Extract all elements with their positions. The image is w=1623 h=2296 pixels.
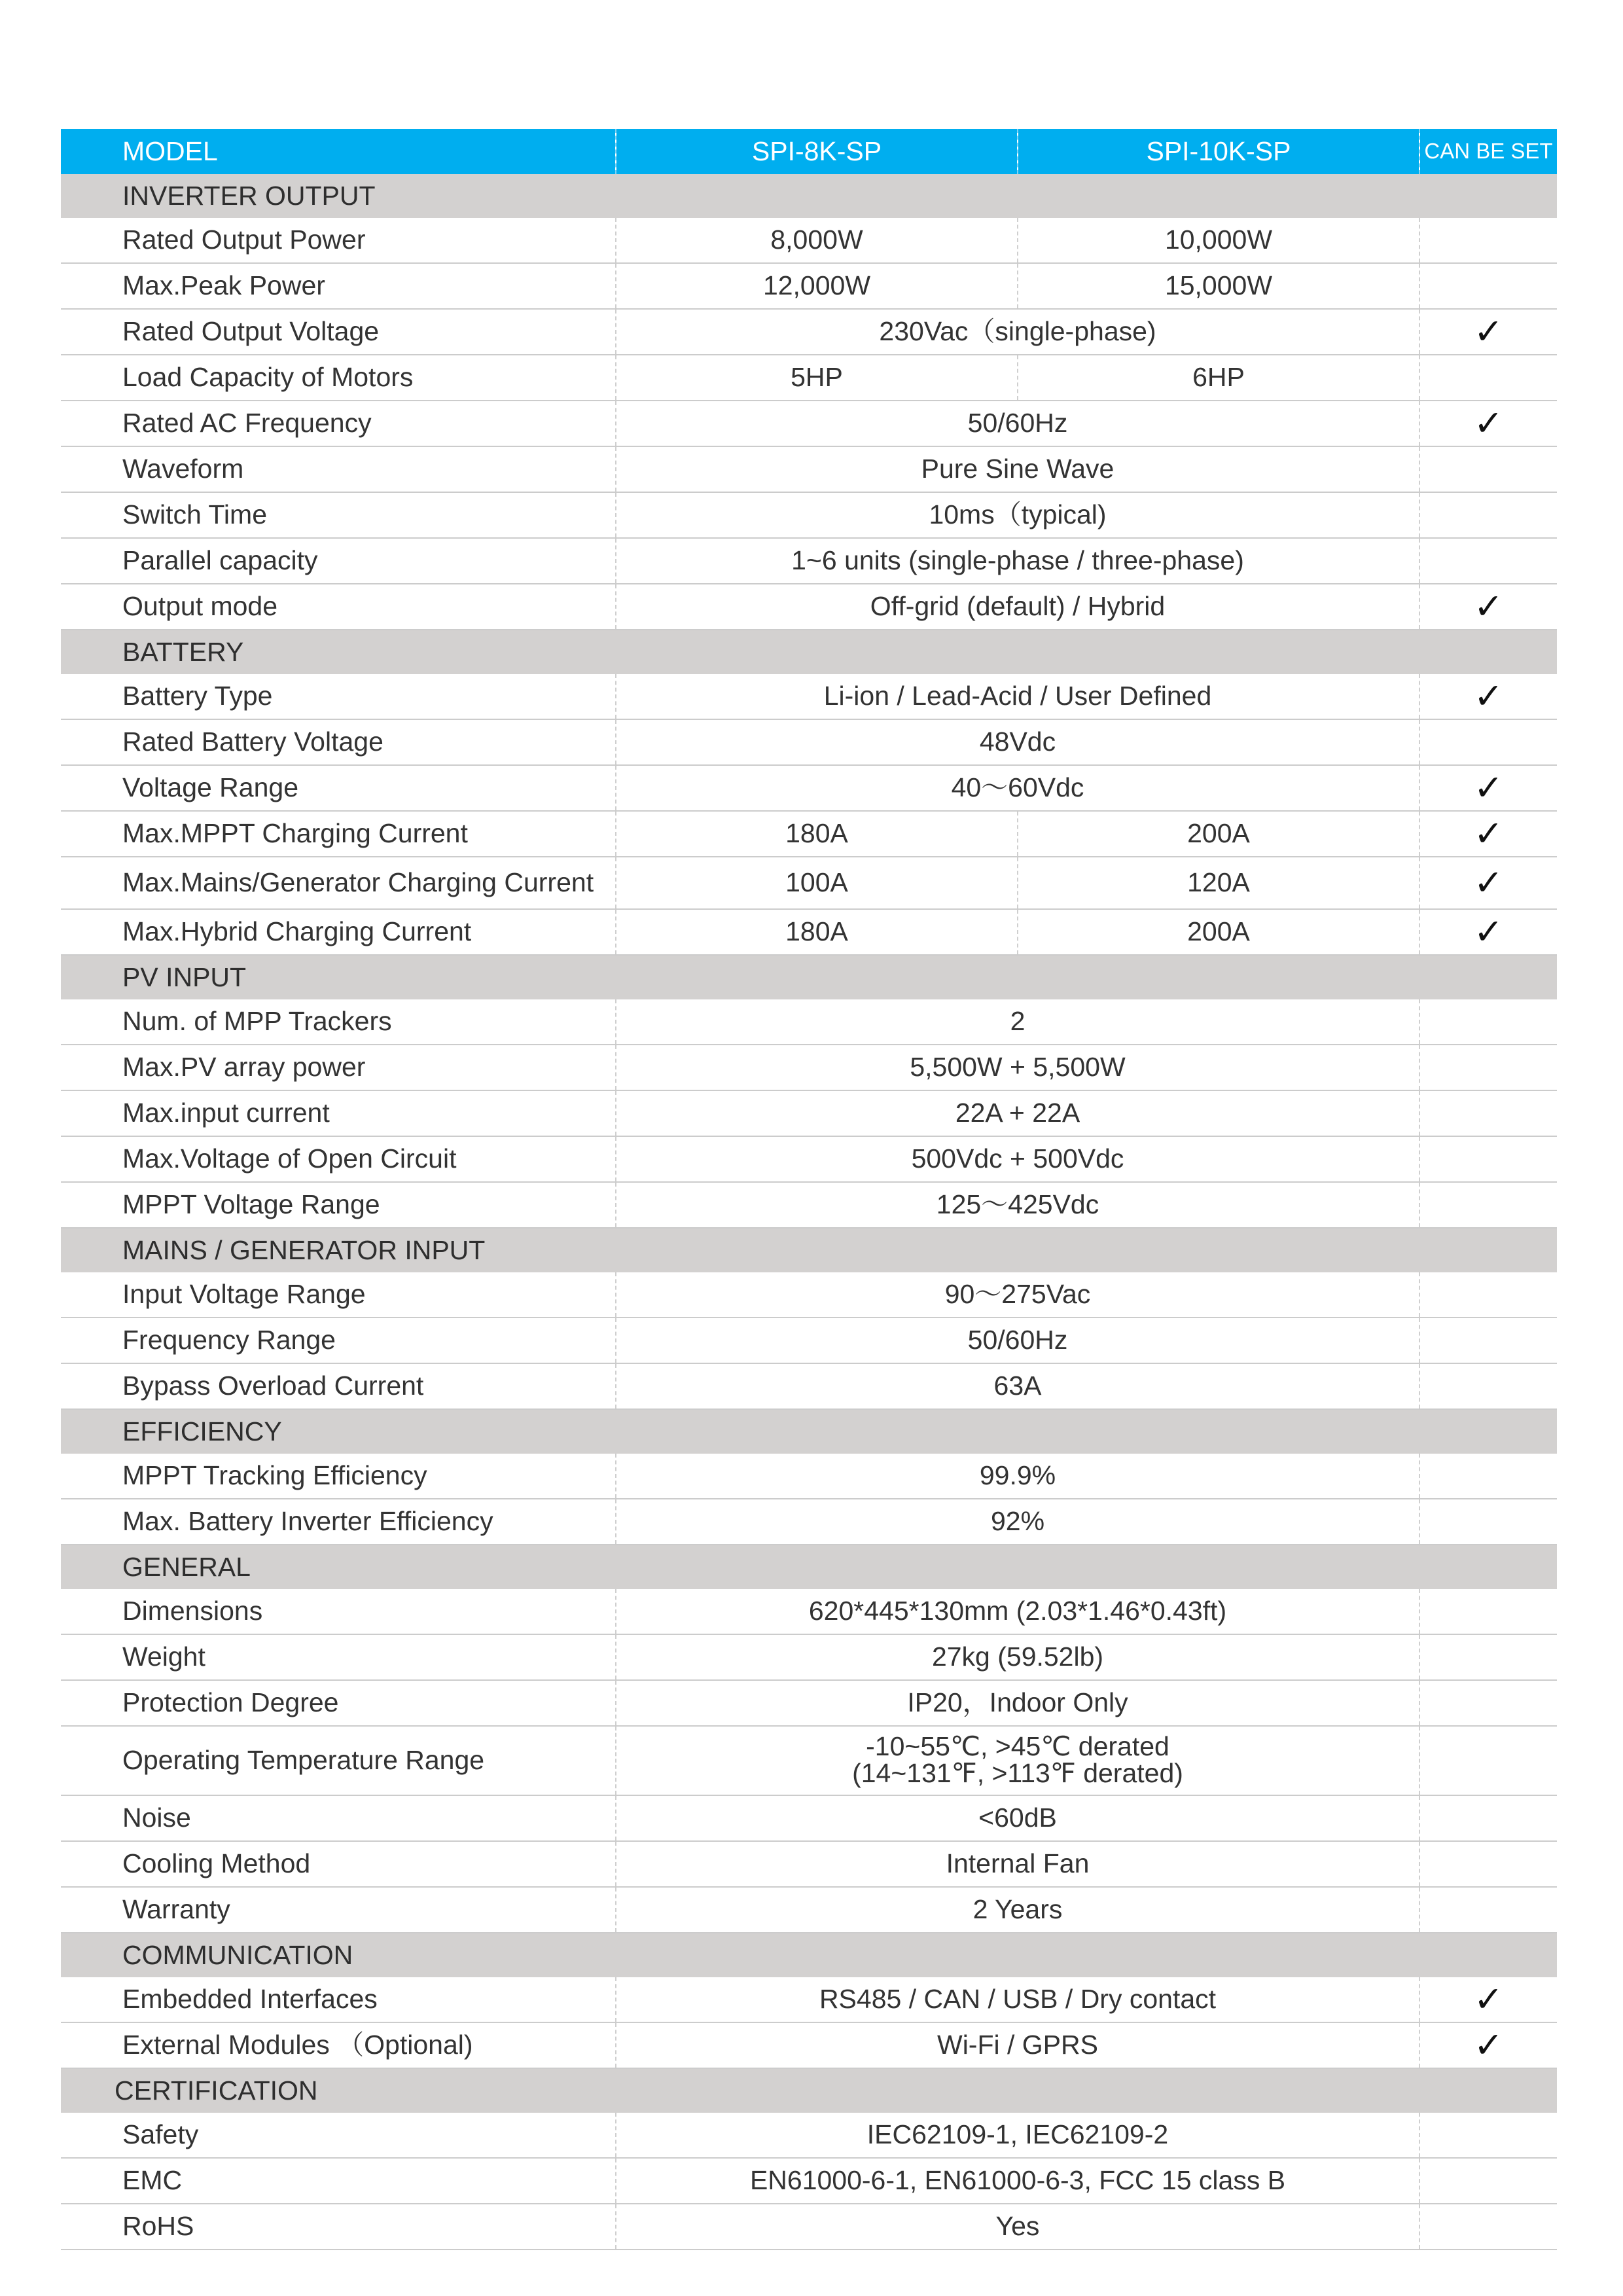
- spec-value-spi-10k-sp: 10,000W: [1018, 218, 1419, 263]
- spec-value: [616, 1136, 1419, 1182]
- spec-row: [61, 1977, 1557, 2022]
- spec-row: [61, 1887, 1557, 1933]
- spec-value-text: 40～60Vdc: [951, 772, 1084, 803]
- spec-label: MPPT Voltage Range: [61, 1182, 616, 1228]
- section-title: COMMUNICATION: [61, 1933, 1557, 1977]
- spec-value-text: 90～275Vac: [944, 1279, 1091, 1310]
- can-be-set-cell: [1419, 1045, 1557, 1090]
- spec-value-text: 1~6 units (single-phase / three-phase): [791, 545, 1244, 576]
- spec-row: [61, 1499, 1557, 1545]
- spec-value: [616, 1499, 1419, 1545]
- spec-value-text: 620*445*130mm (2.03*1.46*0.43ft): [808, 1596, 1227, 1626]
- spec-value: [616, 1182, 1419, 1228]
- can-be-set-cell: [1419, 1318, 1557, 1363]
- spec-value: [616, 1680, 1419, 1726]
- can-be-set-cell: [1419, 2204, 1557, 2250]
- can-be-set-cell: [1419, 1680, 1557, 1726]
- spec-label: Safety: [61, 2113, 616, 2158]
- can-be-set-cell: [1419, 2113, 1557, 2158]
- spec-value-spi-8k-sp: 180A: [616, 909, 1018, 955]
- spec-value: [616, 1454, 1419, 1499]
- checkmark-icon: ✓: [1473, 2024, 1504, 2066]
- section-title: PV INPUT: [61, 955, 1557, 999]
- spec-value-text: Pure Sine Wave: [921, 454, 1115, 484]
- can-be-set-cell: [1419, 1136, 1557, 1182]
- spec-row: [61, 1680, 1557, 1726]
- section-title: MAINS / GENERATOR INPUT: [61, 1228, 1557, 1272]
- spec-row: [61, 1363, 1557, 1409]
- can-be-set-cell: [1419, 765, 1557, 811]
- spec-label: Parallel capacity: [61, 538, 616, 584]
- spec-label: Max.PV array power: [61, 1045, 616, 1090]
- spec-label: Embedded Interfaces: [61, 1977, 616, 2022]
- spec-row: [61, 811, 1557, 857]
- spec-row: [61, 1841, 1557, 1887]
- spec-value-text: 10ms（typical): [929, 499, 1107, 530]
- can-be-set-cell: [1419, 401, 1557, 446]
- can-be-set-cell: [1419, 719, 1557, 765]
- spec-label: Max.Hybrid Charging Current: [61, 909, 616, 955]
- can-be-set-cell: [1419, 811, 1557, 857]
- spec-value-spi-8k-sp: 5HP: [616, 355, 1018, 401]
- can-be-set-cell: [1419, 1841, 1557, 1887]
- can-be-set-cell: [1419, 538, 1557, 584]
- can-be-set-cell: [1419, 674, 1557, 719]
- spec-value: [616, 1841, 1419, 1887]
- spec-value-text: <60dB: [978, 1803, 1057, 1833]
- spec-value-text: 125～425Vdc: [936, 1189, 1099, 1220]
- spec-value-text: 99.9%: [979, 1460, 1056, 1491]
- spec-value-text: 50/60Hz: [967, 1325, 1068, 1355]
- spec-value: [616, 2113, 1419, 2158]
- spec-table: [61, 129, 1557, 2250]
- can-be-set-cell: [1419, 355, 1557, 401]
- section-row: [61, 1545, 1557, 1589]
- spec-value-text: 5,500W + 5,500W: [910, 1052, 1126, 1083]
- can-be-set-cell: [1419, 1726, 1557, 1795]
- section-row: [61, 174, 1557, 218]
- spec-label: Noise: [61, 1795, 616, 1841]
- spec-label: Output mode: [61, 584, 616, 630]
- spec-label: Protection Degree: [61, 1680, 616, 1726]
- spec-value: [616, 1318, 1419, 1363]
- spec-row: [61, 1090, 1557, 1136]
- section-title: EFFICIENCY: [61, 1409, 1557, 1454]
- spec-row: [61, 857, 1557, 909]
- section-row: [61, 1409, 1557, 1454]
- can-be-set-cell: [1419, 1589, 1557, 1634]
- spec-label: Rated AC Frequency: [61, 401, 616, 446]
- spec-label: External Modules （Optional): [61, 2022, 616, 2068]
- section-title: BATTERY: [61, 630, 1557, 674]
- spec-row: [61, 1182, 1557, 1228]
- spec-label: Max.MPPT Charging Current: [61, 811, 616, 857]
- spec-row: [61, 909, 1557, 955]
- header-model: MODEL: [61, 129, 616, 174]
- spec-value: [616, 1726, 1419, 1795]
- spec-value: [616, 765, 1419, 811]
- spec-label: Load Capacity of Motors: [61, 355, 616, 401]
- spec-value-text: Internal Fan: [946, 1848, 1090, 1879]
- spec-value-spi-8k-sp: 12,000W: [616, 263, 1018, 309]
- spec-value: [616, 999, 1419, 1045]
- spec-row: [61, 1726, 1557, 1795]
- can-be-set-cell: [1419, 1090, 1557, 1136]
- spec-value: [616, 2204, 1419, 2250]
- can-be-set-cell: [1419, 1363, 1557, 1409]
- spec-value-text: Yes: [995, 2211, 1040, 2242]
- spec-label: Bypass Overload Current: [61, 1363, 616, 1409]
- spec-value-spi-10k-sp: 120A: [1018, 857, 1419, 909]
- spec-value: [616, 1795, 1419, 1841]
- checkmark-icon: ✓: [1473, 585, 1504, 627]
- spec-value-spi-8k-sp: 8,000W: [616, 218, 1018, 263]
- spec-label: Num. of MPP Trackers: [61, 999, 616, 1045]
- can-be-set-cell: [1419, 1499, 1557, 1545]
- spec-value-spi-8k-sp: 100A: [616, 857, 1018, 909]
- checkmark-icon: ✓: [1473, 402, 1504, 444]
- can-be-set-cell: [1419, 2158, 1557, 2204]
- section-title: CERTIFICATION: [61, 2068, 1557, 2113]
- spec-row: [61, 355, 1557, 401]
- spec-label: Battery Type: [61, 674, 616, 719]
- spec-value: [616, 1634, 1419, 1680]
- spec-row: [61, 1454, 1557, 1499]
- section-row: [61, 955, 1557, 999]
- spec-value: [616, 674, 1419, 719]
- spec-table-body: [61, 174, 1557, 2250]
- spec-value: [616, 1977, 1419, 2022]
- can-be-set-cell: [1419, 1977, 1557, 2022]
- spec-value-spi-8k-sp: 180A: [616, 811, 1018, 857]
- spec-value: [616, 1045, 1419, 1090]
- can-be-set-cell: [1419, 446, 1557, 492]
- spec-value: [616, 584, 1419, 630]
- spec-row: [61, 1272, 1557, 1318]
- spec-row: [61, 492, 1557, 538]
- spec-value-text: 2: [1010, 1006, 1026, 1037]
- spec-row: [61, 1318, 1557, 1363]
- spec-label: Waveform: [61, 446, 616, 492]
- can-be-set-cell: [1419, 1454, 1557, 1499]
- section-title: GENERAL: [61, 1545, 1557, 1589]
- header-spi-10k-sp: SPI-10K-SP: [1018, 129, 1419, 174]
- spec-label: Rated Output Power: [61, 218, 616, 263]
- spec-value-text: Li-ion / Lead-Acid / User Defined: [823, 681, 1212, 711]
- spec-value-text: 22A + 22A: [955, 1098, 1080, 1128]
- section-row: [61, 2068, 1557, 2113]
- spec-label: Operating Temperature Range: [61, 1726, 616, 1795]
- spec-row: [61, 1589, 1557, 1634]
- spec-value-spi-10k-sp: 15,000W: [1018, 263, 1419, 309]
- section-row: [61, 630, 1557, 674]
- spec-value: [616, 1363, 1419, 1409]
- spec-label: RoHS: [61, 2204, 616, 2250]
- spec-row: [61, 263, 1557, 309]
- header-spi-8k-sp: SPI-8K-SP: [616, 129, 1018, 174]
- spec-label: MPPT Tracking Efficiency: [61, 1454, 616, 1499]
- spec-value-text: IP20，Indoor Only: [907, 1687, 1128, 1718]
- spec-row: [61, 2113, 1557, 2158]
- can-be-set-cell: [1419, 1634, 1557, 1680]
- can-be-set-cell: [1419, 1887, 1557, 1933]
- spec-value-text: 63A: [993, 1371, 1042, 1401]
- spec-value-text: 27kg (59.52lb): [931, 1641, 1104, 1672]
- spec-label: Warranty: [61, 1887, 616, 1933]
- can-be-set-cell: [1419, 1795, 1557, 1841]
- can-be-set-cell: [1419, 999, 1557, 1045]
- section-row: [61, 1933, 1557, 1977]
- spec-value: [616, 309, 1419, 355]
- checkmark-icon: ✓: [1473, 861, 1504, 903]
- spec-value-text: 48Vdc: [979, 726, 1056, 757]
- spec-value: [616, 492, 1419, 538]
- spec-value: [616, 1887, 1419, 1933]
- header-can-be-set: CAN BE SET: [1419, 129, 1557, 174]
- checkmark-icon: ✓: [1473, 910, 1504, 952]
- spec-row: [61, 309, 1557, 355]
- spec-value-text: 2 Years: [972, 1894, 1063, 1925]
- spec-value: [616, 1272, 1419, 1318]
- checkmark-icon: ✓: [1473, 1978, 1504, 2020]
- checkmark-icon: ✓: [1473, 310, 1504, 352]
- spec-row: [61, 674, 1557, 719]
- spec-row: [61, 1045, 1557, 1090]
- spec-label: Rated Output Voltage: [61, 309, 616, 355]
- can-be-set-cell: [1419, 1182, 1557, 1228]
- spec-label: Max.Mains/Generator Charging Current: [61, 857, 616, 909]
- spec-value-text: 230Vac（single-phase): [879, 316, 1156, 347]
- checkmark-icon: ✓: [1473, 812, 1504, 854]
- section-row: [61, 1228, 1557, 1272]
- spec-label: Dimensions: [61, 1589, 616, 1634]
- spec-value-spi-10k-sp: 6HP: [1018, 355, 1419, 401]
- checkmark-icon: ✓: [1473, 766, 1504, 808]
- spec-label: Input Voltage Range: [61, 1272, 616, 1318]
- spec-row: [61, 538, 1557, 584]
- spec-value: [616, 1090, 1419, 1136]
- can-be-set-cell: [1419, 584, 1557, 630]
- spec-label: Weight: [61, 1634, 616, 1680]
- can-be-set-cell: [1419, 2022, 1557, 2068]
- spec-value: [616, 401, 1419, 446]
- spec-row: [61, 446, 1557, 492]
- spec-row: [61, 1795, 1557, 1841]
- spec-value-text: Off-grid (default) / Hybrid: [870, 591, 1166, 622]
- can-be-set-cell: [1419, 492, 1557, 538]
- spec-label: Switch Time: [61, 492, 616, 538]
- spec-value-text: 92%: [990, 1506, 1045, 1537]
- can-be-set-cell: [1419, 263, 1557, 309]
- spec-row: [61, 999, 1557, 1045]
- spec-row: [61, 218, 1557, 263]
- spec-value-spi-10k-sp: 200A: [1018, 909, 1419, 955]
- spec-value: [616, 538, 1419, 584]
- section-title: INVERTER OUTPUT: [61, 174, 1557, 218]
- spec-row: [61, 584, 1557, 630]
- spec-value: [616, 719, 1419, 765]
- can-be-set-cell: [1419, 857, 1557, 909]
- can-be-set-cell: [1419, 909, 1557, 955]
- can-be-set-cell: [1419, 309, 1557, 355]
- spec-label: Max.input current: [61, 1090, 616, 1136]
- spec-value-text: IEC62109-1, IEC62109-2: [866, 2119, 1169, 2150]
- spec-value-text: RS485 / CAN / USB / Dry contact: [819, 1984, 1217, 2015]
- spec-value-spi-10k-sp: 200A: [1018, 811, 1419, 857]
- can-be-set-cell: [1419, 218, 1557, 263]
- spec-row: [61, 1136, 1557, 1182]
- spec-label: Max. Battery Inverter Efficiency: [61, 1499, 616, 1545]
- spec-label: Voltage Range: [61, 765, 616, 811]
- spec-label: Max.Voltage of Open Circuit: [61, 1136, 616, 1182]
- spec-label: Max.Peak Power: [61, 263, 616, 309]
- spec-row: [61, 2022, 1557, 2068]
- spec-value-text: 50/60Hz: [967, 408, 1068, 439]
- spec-row: [61, 2158, 1557, 2204]
- spec-row: [61, 719, 1557, 765]
- spec-value: [616, 1589, 1419, 1634]
- spec-label: EMC: [61, 2158, 616, 2204]
- spec-value-text: -10~55℃, >45℃ derated (14~131℉, >113℉ derated): [852, 1731, 1183, 1789]
- spec-row: [61, 765, 1557, 811]
- spec-value: [616, 2158, 1419, 2204]
- spec-value-text: Wi-Fi / GPRS: [937, 2030, 1098, 2060]
- spec-label: Rated Battery Voltage: [61, 719, 616, 765]
- spec-label: Frequency Range: [61, 1318, 616, 1363]
- spec-value-text: EN61000-6-1, EN61000-6-3, FCC 15 class B: [749, 2165, 1286, 2196]
- table-header-row: [61, 129, 1557, 174]
- spec-value: [616, 2022, 1419, 2068]
- spec-row: [61, 1634, 1557, 1680]
- spec-row: [61, 2204, 1557, 2250]
- spec-value: [616, 446, 1419, 492]
- can-be-set-cell: [1419, 1272, 1557, 1318]
- checkmark-icon: ✓: [1473, 675, 1504, 717]
- spec-value-text: 500Vdc + 500Vdc: [911, 1143, 1124, 1174]
- spec-row: [61, 401, 1557, 446]
- spec-label: Cooling Method: [61, 1841, 616, 1887]
